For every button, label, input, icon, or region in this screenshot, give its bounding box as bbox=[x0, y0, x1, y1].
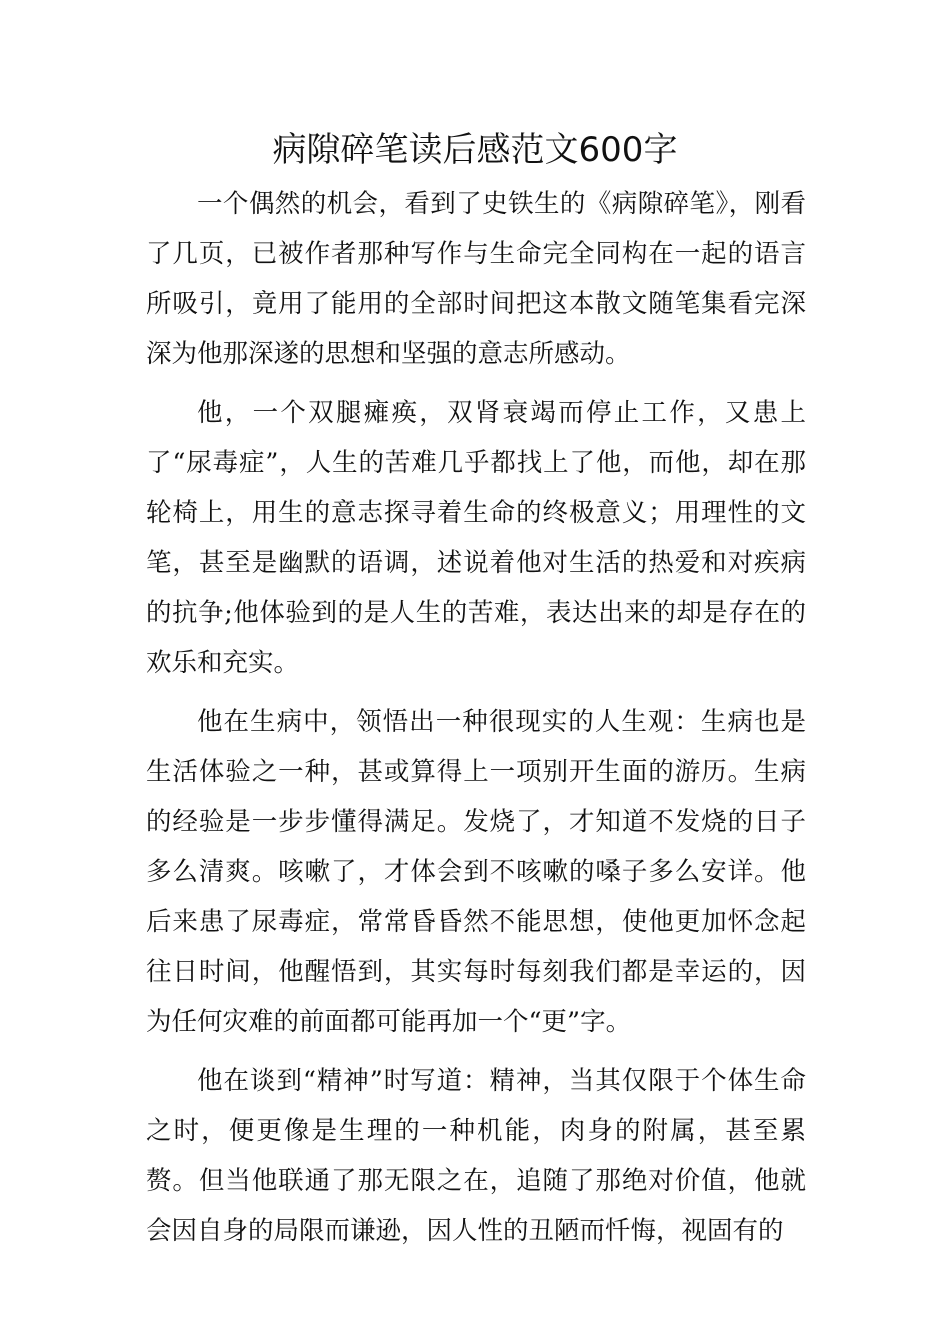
document-title: 病隙碎笔读后感范文600字 bbox=[272, 130, 678, 170]
paragraph-2: 他，一个双腿瘫痪，双肾衰竭而停止工作，又患上了“尿毒症”，人生的苦难几乎都找上了他，而他，却在那轮椅上，用生的意志探寻着生命的终极意义；用理性的文笔，甚至是幽默的语调，述说着他对生活的热爱和对疾病的抗争;他体验到的是人生的苦难，表达出来的却是存在的欢乐和充实。 bbox=[146, 398, 806, 678]
paragraph-4: 他在谈到“精神”时写道：精神，当其仅限于个体生命之时，便更像是生理的一种机能，肉身的附属，甚至累赘。但当他联通了那无限之在，追随了那绝对价值，他就会因自身的局限而谦逊，因人性的丑陋而忏悔，视固有的 bbox=[146, 1066, 806, 1246]
paragraph-1: 一个偶然的机会，看到了史铁生的《病隙碎笔》，刚看了几页，已被作者那种写作与生命完全同构在一起的语言所吸引，竟用了能用的全部时间把这本散文随笔集看完深深为他那深遂的思想和坚强的意志所感动。 bbox=[146, 189, 806, 369]
document-body bbox=[146, 179, 806, 1265]
paragraph-3: 他在生病中，领悟出一种很现实的人生观：生病也是生活体验之一种，甚或算得上一项别开生面的游历。生病的经验是一步步懂得满足。发烧了，才知道不发烧的日子多么清爽。咳嗽了，才体会到不咳嗽的嗓子多么安详。他后来患了尿毒症，常常昏昏然不能思想，使他更加怀念起往日时间，他醒悟到，其实每时每刻我们都是幸运的，因为任何灾难的前面都可能再加一个“更”字。 bbox=[146, 707, 806, 1037]
